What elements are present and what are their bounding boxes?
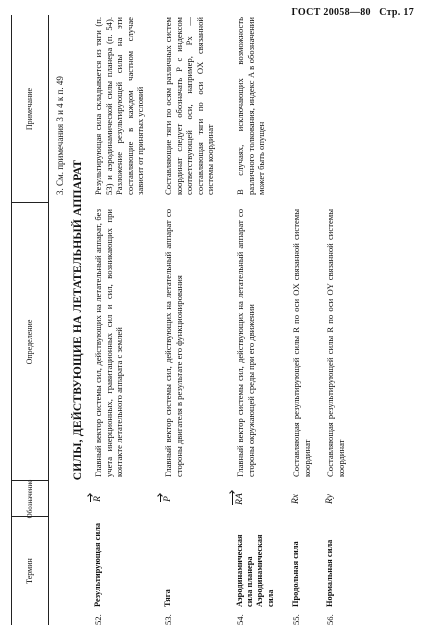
row-term: Тяга (163, 589, 172, 607)
row-definition: Составляющая результирующей силы R по оси OY связанной системы координат (325, 209, 346, 477)
row-number: 54. (235, 614, 245, 625)
row-note: Результирующая сила складывается из тяги (п. 53) и аэродинамической силы планера (п. 54). Разложение результирующей силы на эти составляющие в каждом частном случае зависит от принятых условий (93, 17, 146, 195)
row-symbol: Ry (325, 494, 335, 504)
section-title: СИЛЫ, ДЕЙСТВУЮЩИЕ НА ЛЕТАТЕЛЬНЫЙ АППАРАТ (72, 159, 84, 481)
table-header (11, 15, 49, 625)
table-row (93, 15, 163, 625)
row-symbol (163, 485, 174, 513)
top-note: 3. См. примечания 3 и 4 к п. 49 (55, 76, 65, 195)
row-symbol (235, 485, 246, 513)
header-symbol: Обозначение (25, 479, 34, 519)
table-row (291, 15, 325, 625)
row-symbol (93, 485, 104, 513)
page-label: Стр. 17 (379, 7, 414, 18)
row-definition: Составляющая результирующей силы R по оси OX связанной системы координат (291, 209, 312, 477)
standard-number: ГОСТ 20058—80 (291, 7, 371, 18)
row-term: Аэродинамическая сила планера Аэродинамическая сила (235, 534, 275, 607)
term-rows (93, 15, 359, 625)
row-definition: Главный вектор системы сил, действующих на летательный аппарат, без учета инерционных, гравитационных сил и сил, возникающих при контакте летательного аппарата с землей (93, 209, 125, 477)
row-term: Результирующая сила (93, 522, 102, 607)
vector-symbol: RA (235, 493, 245, 505)
row-definition: Главный вектор системы сил, действующих на летательный аппарат со стороны двигателя в результате его функционирования (163, 209, 184, 477)
row-number: 55. (291, 614, 301, 625)
row-note: В случаях, исключающих возможность различного толкования, индекс A в обозначении может быть опущен (235, 17, 267, 195)
table-row (325, 15, 359, 625)
row-number: 52. (93, 614, 103, 625)
vector-symbol: P (163, 496, 173, 502)
header-definition: Определение (24, 319, 34, 365)
table-row (235, 15, 291, 625)
row-number: 56. (325, 614, 335, 625)
vector-symbol: R (93, 496, 103, 502)
row-number: 53. (163, 614, 173, 625)
row-symbol: Rx (291, 493, 301, 505)
header-term: Термин (24, 558, 34, 584)
row-definition: Главный вектор системы сил, действующих на летательный аппарат со стороны окружающей среды при его движении (235, 209, 256, 477)
row-term: Нормальная сила (325, 539, 334, 607)
row-note: Составляющие тяги по осям различных систем координат следует обозначать P с индексом соответствующей оси, например, Px — составляющая тяги по оси OX связанной системы координат (163, 17, 216, 195)
header-note: Примечание (24, 87, 34, 131)
rotated-table (11, 15, 406, 625)
table-row (163, 15, 235, 625)
row-term: Продольная сила (291, 541, 300, 607)
